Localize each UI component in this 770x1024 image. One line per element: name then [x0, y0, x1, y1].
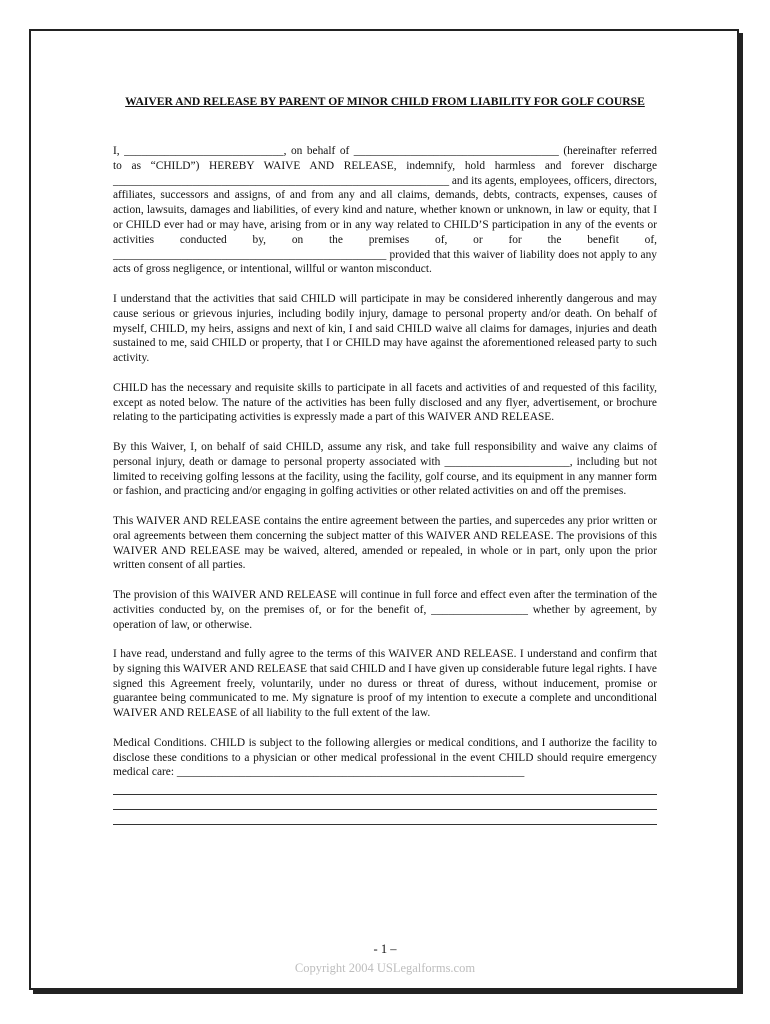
paragraph-medical-conditions: Medical Conditions. CHILD is subject to the following allergies or medical conditions, and I authorize the facility to disclose these conditions to a physician or other medical professional in the event CHILD should require emergency medical care: _____________________________________________________________	[113, 736, 657, 779]
paragraph-entire-agreement: This WAIVER AND RELEASE contains the entire agreement between the parties, and supercedes any prior written or oral agreements between them concerning the subject matter of this WAIVER AND RELEASE. The provisions of this WAIVER AND RELEASE may be waived, altered, amended or repealed, in whole or in part, only upon the prior written consent of all parties.	[113, 514, 657, 572]
paragraph-skills: CHILD has the necessary and requisite skills to participate in all facets and activities of and requested of this facility, except as noted below. The nature of the activities has been fully disclosed and any flyer, advertisement, or brochure relating to the participating activities is expressly made a part of this WAIVER AND RELEASE.	[113, 381, 657, 424]
paragraph-assume-risk: By this Waiver, I, on behalf of said CHILD, assume any risk, and take full responsibility and waive any claims of personal injury, death or damage to personal property associated with ______________________, including but not limited to receiving golfing lessons at the facility, using the facility, golf course, and its equipment in any manner form or fashion, and practicing and/or engaging in golfing activities or other related activities on and off the premises.	[113, 440, 657, 498]
paragraph-acknowledgement: I have read, understand and fully agree to the terms of this WAIVER AND RELEASE. I understand and confirm that by signing this WAIVER AND RELEASE that said CHILD and I have given up considerable future legal rights. I have signed this Agreement freely, voluntarily, under no duress or threat of duress, without inducement, promise or guarantee being communicated to me. My signature is proof of my intention to execute a complete and unconditional WAIVER AND RELEASE of all liability to the full extent of the law.	[113, 648, 657, 720]
document-title: WAIVER AND RELEASE BY PARENT OF MINOR CHILD FROM LIABILITY FOR GOLF COURSE	[125, 95, 645, 108]
paragraph-release: I, ____________________________, on behalf of ____________________________________ (hereinafter referred to as “CHILD”) HEREBY WAIVE AND RELEASE, indemnify, hold harmless and forever discharge ___________________________________________________________ and its agents, employees, officers, directors, affiliates, successors and assigns, of and from any and all claims, demands, debts, contracts, expenses, causes of action, lawsuits, damages and liabilities, of every kind and nature, whether known or unknown, in law or equity, that I or CHILD ever had or may have, arising from or in any way related to CHILD’S participation in any of the events or activities conducted by, on the premises of, or for the benefit of, ________________________________________________ provided that this waiver of liability does not apply to any acts of gross negligence, or intentional, willful or wanton misconduct.	[113, 145, 657, 276]
copyright-notice: Copyright 2004 USLegalforms.com	[294, 961, 476, 975]
document-body	[113, 94, 657, 825]
medical-conditions-line-1[interactable]	[113, 780, 657, 795]
medical-conditions-line-2[interactable]	[113, 795, 657, 810]
paragraph-inherent-danger: I understand that the activities that said CHILD will participate in may be considered inherently dangerous and may cause serious or grievous injuries, including bodily injury, damage to personal property and/or death. On behalf of myself, CHILD, my heirs, assigns and next of kin, I and said CHILD waive all claims for damages, injuries and death sustained to me, said CHILD or property, that I or CHILD may have against the aforementioned released party to such activity.	[113, 292, 657, 365]
medical-conditions-line-3[interactable]	[113, 810, 657, 825]
page-shadow-bottom	[33, 990, 743, 994]
page-shadow-right	[739, 33, 743, 993]
paragraph-continuation: The provision of this WAIVER AND RELEASE will continue in full force and effect even after the termination of the activities conducted by, on the premises of, or for the benefit of, _________________ whether by agreement, by operation of law, or otherwise.	[113, 588, 657, 631]
page-number: - 1 –	[373, 942, 397, 956]
